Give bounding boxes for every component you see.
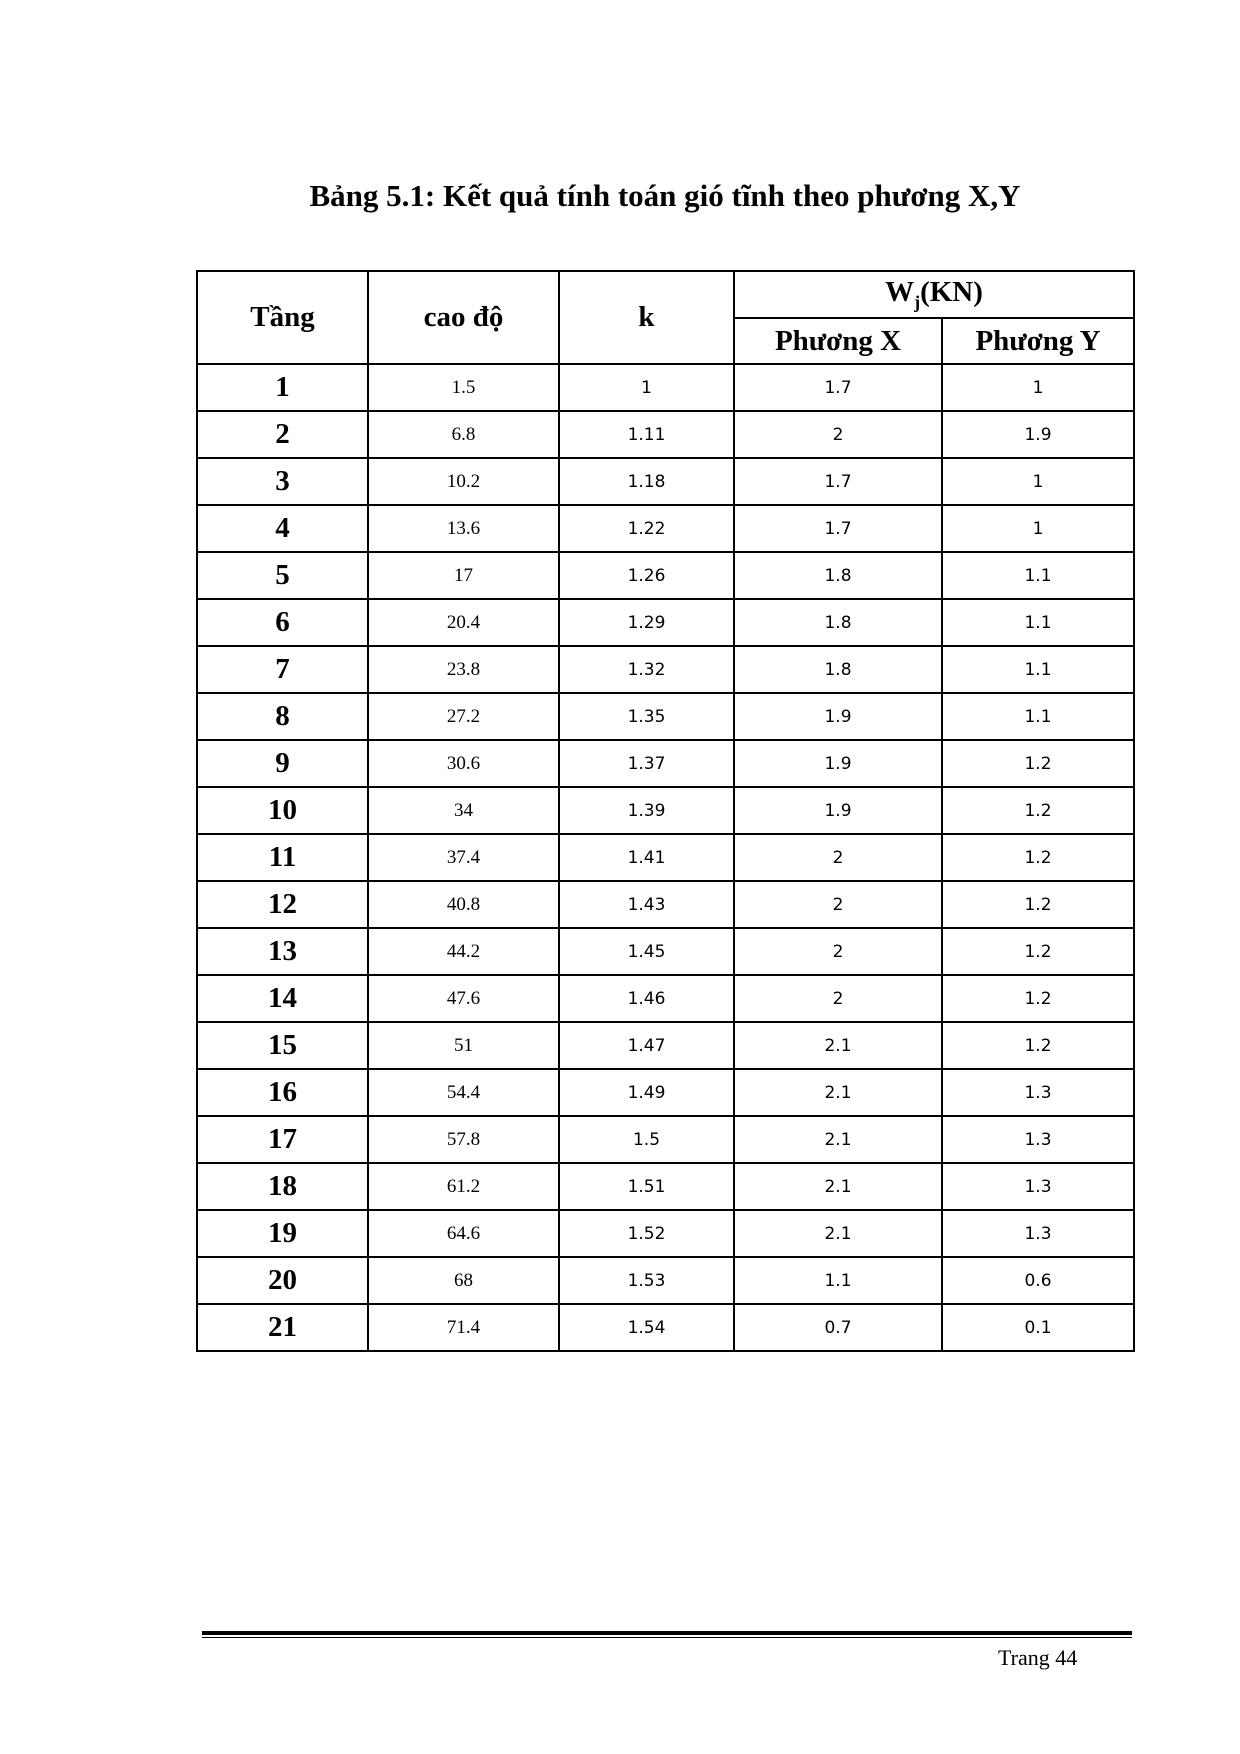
cell-wx: 1.9: [734, 787, 942, 834]
cell-k: 1.41: [559, 834, 734, 881]
header-wj-main: W: [885, 276, 915, 309]
page-number: Trang 44: [998, 1645, 1078, 1670]
header-phuong-x: Phương X: [734, 318, 942, 364]
wind-load-table: [196, 270, 1135, 1352]
cell-k: 1.43: [559, 881, 734, 928]
cell-tang: 12: [197, 881, 368, 928]
table-row: [197, 1163, 1134, 1210]
cell-wy: 1.3: [942, 1163, 1134, 1210]
cell-cao-do: 44.2: [368, 928, 559, 975]
cell-cao-do: 23.8: [368, 646, 559, 693]
cell-wx: 1.7: [734, 505, 942, 552]
cell-wy: 1.1: [942, 599, 1134, 646]
cell-tang: 20: [197, 1257, 368, 1304]
table-row: [197, 552, 1134, 599]
cell-cao-do: 27.2: [368, 693, 559, 740]
cell-cao-do: 13.6: [368, 505, 559, 552]
cell-wx: 1.8: [734, 552, 942, 599]
table-row: [197, 928, 1134, 975]
cell-tang: 21: [197, 1304, 368, 1351]
cell-wx: 1.7: [734, 364, 942, 411]
cell-wy: 0.1: [942, 1304, 1134, 1351]
cell-k: 1.5: [559, 1116, 734, 1163]
cell-wx: 2.1: [734, 1022, 942, 1069]
cell-k: 1.54: [559, 1304, 734, 1351]
table-row: [197, 787, 1134, 834]
cell-wx: 2: [734, 881, 942, 928]
header-cao-do: cao độ: [368, 271, 559, 364]
cell-cao-do: 17: [368, 552, 559, 599]
cell-k: 1.49: [559, 1069, 734, 1116]
header-wj-subscript: j: [914, 291, 921, 312]
cell-wy: 1.9: [942, 411, 1134, 458]
table-row: [197, 646, 1134, 693]
table-row: [197, 1022, 1134, 1069]
cell-cao-do: 20.4: [368, 599, 559, 646]
cell-cao-do: 51: [368, 1022, 559, 1069]
cell-wy: 1.3: [942, 1210, 1134, 1257]
cell-wy: 0.6: [942, 1257, 1134, 1304]
cell-cao-do: 34: [368, 787, 559, 834]
cell-wy: 1.1: [942, 693, 1134, 740]
cell-tang: 14: [197, 975, 368, 1022]
cell-k: 1.22: [559, 505, 734, 552]
footer-rule-thin: [202, 1637, 1132, 1638]
cell-wy: 1.2: [942, 787, 1134, 834]
cell-k: 1.45: [559, 928, 734, 975]
cell-cao-do: 61.2: [368, 1163, 559, 1210]
cell-tang: 11: [197, 834, 368, 881]
cell-wx: 2.1: [734, 1069, 942, 1116]
cell-wx: 2: [734, 928, 942, 975]
header-wj: [734, 271, 1134, 318]
cell-tang: 10: [197, 787, 368, 834]
cell-tang: 16: [197, 1069, 368, 1116]
cell-cao-do: 30.6: [368, 740, 559, 787]
table-caption: Bảng 5.1: Kết quả tính toán gió tĩnh theo phương X,Y: [309, 178, 1021, 213]
cell-wx: 1.7: [734, 458, 942, 505]
cell-wx: 1.8: [734, 599, 942, 646]
cell-k: 1.51: [559, 1163, 734, 1210]
cell-wy: 1.2: [942, 834, 1134, 881]
cell-cao-do: 6.8: [368, 411, 559, 458]
cell-k: 1: [559, 364, 734, 411]
cell-tang: 9: [197, 740, 368, 787]
cell-tang: 18: [197, 1163, 368, 1210]
cell-wy: 1.2: [942, 740, 1134, 787]
table-row: [197, 1069, 1134, 1116]
cell-cao-do: 57.8: [368, 1116, 559, 1163]
cell-k: 1.35: [559, 693, 734, 740]
table-row: [197, 740, 1134, 787]
cell-cao-do: 37.4: [368, 834, 559, 881]
table-row: [197, 458, 1134, 505]
cell-k: 1.47: [559, 1022, 734, 1069]
cell-wy: 1.2: [942, 975, 1134, 1022]
table-row: [197, 881, 1134, 928]
cell-k: 1.37: [559, 740, 734, 787]
cell-cao-do: 10.2: [368, 458, 559, 505]
cell-tang: 4: [197, 505, 368, 552]
cell-wy: 1.2: [942, 928, 1134, 975]
cell-cao-do: 68: [368, 1257, 559, 1304]
cell-k: 1.46: [559, 975, 734, 1022]
cell-wx: 2.1: [734, 1116, 942, 1163]
cell-wy: 1.1: [942, 646, 1134, 693]
table-row: [197, 1257, 1134, 1304]
table-row: [197, 834, 1134, 881]
cell-wy: 1.3: [942, 1116, 1134, 1163]
cell-tang: 13: [197, 928, 368, 975]
cell-wx: 2: [734, 834, 942, 881]
cell-wx: 2: [734, 975, 942, 1022]
footer-rule-thick: [202, 1631, 1132, 1635]
cell-k: 1.32: [559, 646, 734, 693]
cell-tang: 7: [197, 646, 368, 693]
cell-k: 1.26: [559, 552, 734, 599]
table-body: [197, 364, 1134, 1351]
cell-wx: 2: [734, 411, 942, 458]
cell-k: 1.18: [559, 458, 734, 505]
table-row: [197, 1116, 1134, 1163]
cell-tang: 5: [197, 552, 368, 599]
cell-cao-do: 47.6: [368, 975, 559, 1022]
cell-cao-do: 54.4: [368, 1069, 559, 1116]
cell-tang: 3: [197, 458, 368, 505]
cell-tang: 1: [197, 364, 368, 411]
cell-tang: 8: [197, 693, 368, 740]
cell-k: 1.53: [559, 1257, 734, 1304]
header-tang: Tầng: [197, 271, 368, 364]
table-row: [197, 975, 1134, 1022]
cell-wx: 1.1: [734, 1257, 942, 1304]
cell-wy: 1.3: [942, 1069, 1134, 1116]
cell-cao-do: 64.6: [368, 1210, 559, 1257]
cell-wx: 1.9: [734, 693, 942, 740]
table-row: [197, 411, 1134, 458]
cell-wx: 1.9: [734, 740, 942, 787]
cell-cao-do: 1.5: [368, 364, 559, 411]
cell-wy: 1: [942, 458, 1134, 505]
cell-cao-do: 40.8: [368, 881, 559, 928]
cell-tang: 15: [197, 1022, 368, 1069]
cell-tang: 19: [197, 1210, 368, 1257]
cell-wy: 1.1: [942, 552, 1134, 599]
cell-wx: 2.1: [734, 1163, 942, 1210]
table-row: [197, 693, 1134, 740]
header-k: k: [559, 271, 734, 364]
cell-tang: 2: [197, 411, 368, 458]
table-row: [197, 364, 1134, 411]
table-row: [197, 1304, 1134, 1351]
cell-wx: 2.1: [734, 1210, 942, 1257]
cell-wy: 1.2: [942, 1022, 1134, 1069]
cell-k: 1.11: [559, 411, 734, 458]
table-row: [197, 1210, 1134, 1257]
cell-tang: 17: [197, 1116, 368, 1163]
header-phuong-y: Phương Y: [942, 318, 1134, 364]
header-wj-unit: (KN): [920, 276, 983, 309]
cell-wy: 1: [942, 364, 1134, 411]
cell-k: 1.39: [559, 787, 734, 834]
cell-k: 1.29: [559, 599, 734, 646]
cell-k: 1.52: [559, 1210, 734, 1257]
cell-tang: 6: [197, 599, 368, 646]
cell-wy: 1: [942, 505, 1134, 552]
table-row: [197, 505, 1134, 552]
cell-cao-do: 71.4: [368, 1304, 559, 1351]
cell-wy: 1.2: [942, 881, 1134, 928]
table-row: [197, 599, 1134, 646]
cell-wx: 0.7: [734, 1304, 942, 1351]
cell-wx: 1.8: [734, 646, 942, 693]
